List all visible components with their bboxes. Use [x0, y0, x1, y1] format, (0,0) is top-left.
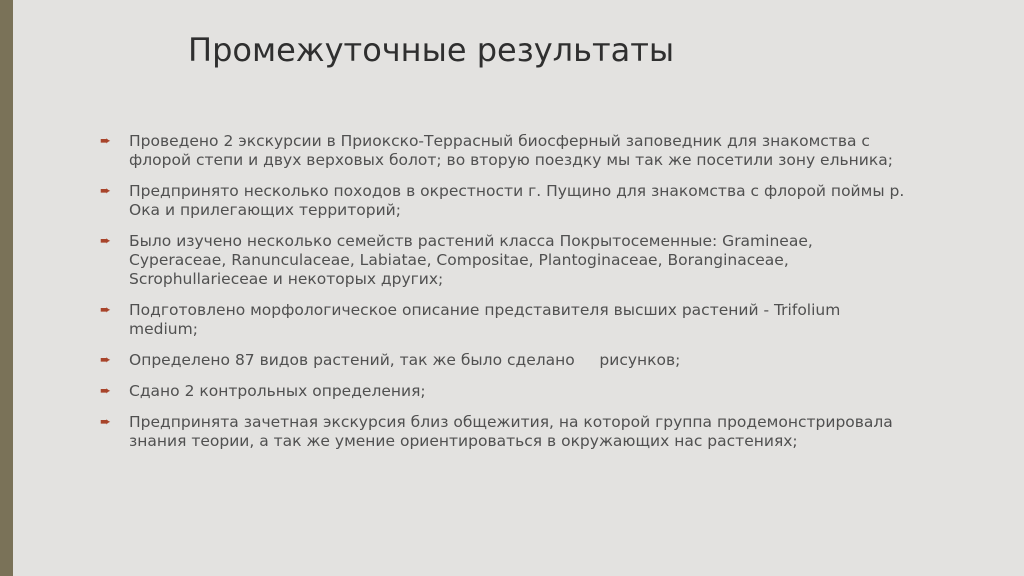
list-item-text: Предпринята зачетная экскурсия близ общежития, на которой группа продемонстрировала знания теории, а так же умение ориентироваться в окружающих нас растениях; — [129, 413, 893, 450]
list-item — [100, 413, 912, 451]
list-item — [100, 301, 912, 339]
arrow-bullet-icon: ➨ — [100, 303, 111, 318]
arrow-bullet-icon: ➨ — [100, 184, 111, 199]
list-item — [100, 382, 912, 401]
slide-title: Промежуточные результаты — [188, 31, 675, 69]
list-item — [100, 351, 912, 370]
list-item — [100, 232, 912, 289]
list-item-text: Проведено 2 экскурсии в Приокско-Террасный биосферный заповедник для знакомства с флорой степи и двух верховых болот; во вторую поездку мы так же посетили зону ельника; — [129, 132, 893, 169]
list-item-text: Было изучено несколько семейств растений класса Покрытосеменные: Gramineae, Cyperaceae, Ranunculaceae, Labiatae, Compositae, Plantoginaceae, Boranginaceae, Scrophullarieceae и некоторых других; — [129, 232, 813, 288]
list-item-text: Подготовлено морфологическое описание представителя высших растений - Trifolium medium; — [129, 301, 841, 338]
list-item-text: Предпринято несколько походов в окрестности г. Пущино для знакомства с флорой поймы р. Ока и прилегающих территорий; — [129, 182, 905, 219]
list-item — [100, 132, 912, 170]
arrow-bullet-icon: ➨ — [100, 384, 111, 399]
arrow-bullet-icon: ➨ — [100, 134, 111, 149]
list-item-text: Определено 87 видов растений, так же было сделано рисунков; — [129, 351, 681, 369]
decorative-side-bar — [0, 0, 13, 576]
bullet-list — [100, 132, 912, 463]
list-item-text: Сдано 2 контрольных определения; — [129, 382, 426, 400]
arrow-bullet-icon: ➨ — [100, 415, 111, 430]
arrow-bullet-icon: ➨ — [100, 353, 111, 368]
list-item — [100, 182, 912, 220]
arrow-bullet-icon: ➨ — [100, 234, 111, 249]
